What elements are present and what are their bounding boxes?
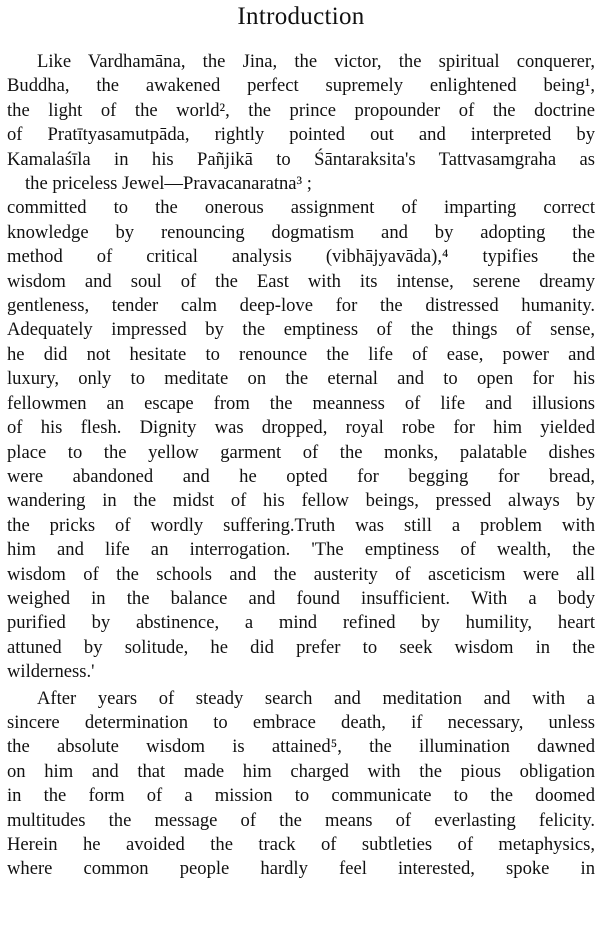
text-line: sincere determination to embrace death, if necessary, unless	[7, 711, 595, 733]
text-line: the light of the world², the prince propounder of the doctrine	[7, 99, 595, 121]
text-line: Kamalaśīla in his Pañjikā to Śāntaraksita's Tattvasamgraha as	[7, 148, 595, 170]
text-line: weighed in the balance and found insufficient. With a body	[7, 587, 595, 609]
paragraph-3	[7, 687, 595, 882]
text-line: he did not hesitate to renounce the life of ease, power and	[7, 343, 595, 365]
text-line: on him and that made him charged with the pious obligation	[7, 760, 595, 782]
text-line: purified by abstinence, a mind refined by humility, heart	[7, 612, 595, 634]
text-line: in the form of a mission to communicate to the doomed	[7, 785, 595, 807]
text-line: method of critical analysis (vibhājyavāda),⁴ typifies the	[7, 246, 595, 268]
paragraph-2	[7, 196, 595, 684]
text-line: Adequately impressed by the emptiness of the things of sense,	[7, 319, 595, 341]
text-line: him and life an interrogation. 'The emptiness of wealth, the	[7, 539, 595, 561]
text-line: wisdom of the schools and the austerity of asceticism were all	[7, 563, 595, 585]
text-line: wilderness.'	[7, 661, 95, 683]
text-line: wisdom and soul of the East with its intense, serene dreamy	[7, 270, 595, 292]
text-line: the pricks of wordly suffering.Truth was still a problem with	[7, 514, 595, 536]
paragraph-1	[7, 50, 595, 196]
text-line: knowledge by renouncing dogmatism and by adopting the	[7, 221, 595, 243]
text-line: Buddha, the awakened perfect supremely enlightened being¹,	[7, 75, 595, 97]
text-line: luxury, only to meditate on the eternal and to open for his	[7, 368, 595, 390]
text-line: the priceless Jewel—Pravacanaratna³ ;	[25, 173, 312, 195]
text-line: of Pratītyasamutpāda, rightly pointed out and interpreted by	[7, 124, 595, 146]
text-line: were abandoned and he opted for begging for bread,	[7, 465, 595, 487]
text-line: After years of steady search and meditation and with a	[37, 687, 595, 709]
text-line: fellowmen an escape from the meanness of life and illusions	[7, 392, 595, 414]
page-title: Introduction	[237, 3, 365, 30]
text-line: wandering in the midst of his fellow beings, pressed always by	[7, 490, 595, 512]
text-line: where common people hardly feel interested, spoke in	[7, 858, 595, 880]
text-line: attuned by solitude, he did prefer to seek wisdom in the	[7, 636, 595, 658]
text-line: Herein he avoided the track of subtleties of metaphysics,	[7, 834, 595, 855]
text-line: the absolute wisdom is attained⁵, the illumination dawned	[7, 736, 595, 758]
text-line: committed to the onerous assignment of imparting correct	[7, 197, 595, 219]
text-line: multitudes the message of the means of everlasting felicity.	[7, 809, 595, 831]
text-line: of his flesh. Dignity was dropped, royal robe for him yielded	[7, 417, 595, 439]
text-line: gentleness, tender calm deep-love for the distressed humanity.	[7, 295, 595, 317]
page	[7, 0, 595, 882]
text-line: place to the yellow garment of the monks, palatable dishes	[7, 441, 595, 463]
text-line: Like Vardhamāna, the Jina, the victor, the spiritual conquerer,	[37, 51, 595, 72]
